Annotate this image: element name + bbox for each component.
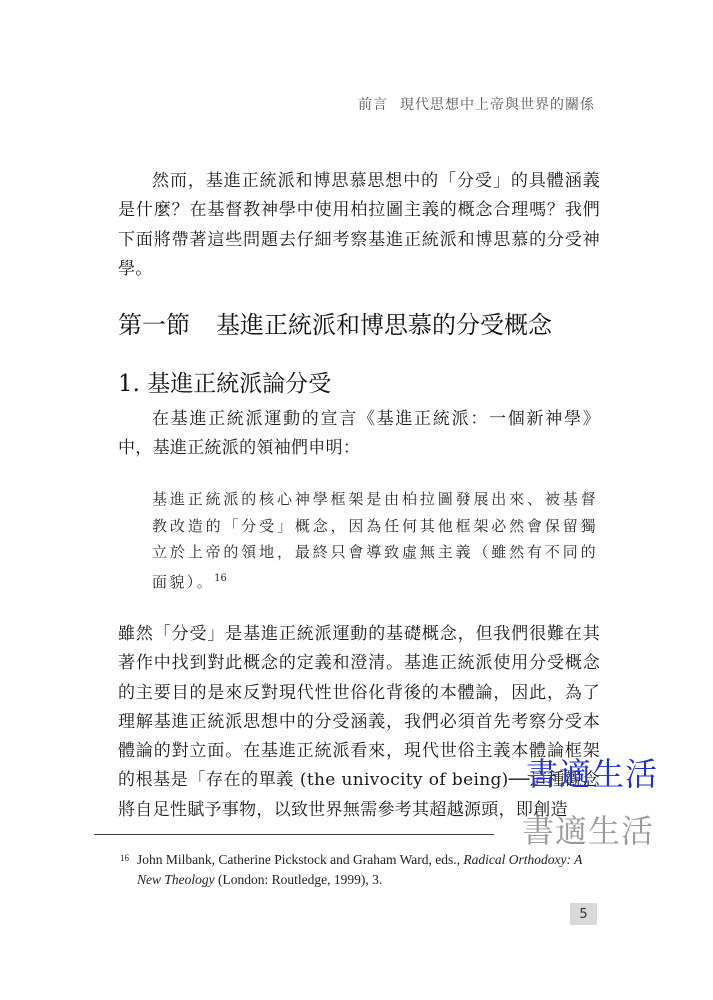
- footnote-divider: [94, 834, 494, 835]
- intro-paragraph: 然而，基進正統派和博思慕思想中的「分受」的具體涵義是什麼？在基督教神學中使用柏拉圖主義的概念合理嗎？我們下面將帶著這些問題去仔細考察基進正統派和博思慕的分受神學。: [118, 171, 600, 279]
- running-header: [358, 94, 595, 114]
- section-heading: [118, 305, 552, 340]
- header-chapter: 前言: [358, 97, 388, 113]
- footnote-number: 16: [120, 853, 129, 863]
- section-label: 第一節: [118, 311, 190, 339]
- header-title: 現代思想中上帝與世界的關係: [400, 97, 595, 113]
- footnote-book-title: Radical Orthodoxy: A New Theology: [137, 852, 583, 887]
- quote-text: 基進正統派的核心神學框架是由柏拉圖發展出來、被基督教改造的「分受」概念，因為任何其他框架必然會保留獨立於上帝的領地，最終只會導致虛無主義（雖然有不同的面貌）。: [152, 490, 598, 591]
- page-number: [570, 903, 597, 925]
- section-title: 基進正統派和博思慕的分受概念: [216, 311, 552, 339]
- footnote-publication: (London: Routledge, 1999), 3.: [214, 872, 383, 887]
- footnote-authors: John Milbank, Catherine Pickstock and Graham Ward, eds.,: [137, 852, 464, 867]
- footnote-reference[interactable]: 16: [214, 572, 227, 584]
- body-paragraph: 雖然「分受」是基進正統派運動的基礎概念，但我們很難在其著作中找到對此概念的定義和澄清。基進正統派使用分受概念的主要目的是來反對現代性世俗化背後的本體論，因此，為了理解基進正統派思想中的分受涵義，我們必須首先考察分受本體論的對立面。在基進正統派看來，現代世俗主義本體論框架的根基是「存在的單義 (the univocity of being)──這種觀念將自足性賦予事物，以致世界無需參考其超越源頭，即創造: [118, 624, 600, 820]
- block-quote: [152, 486, 598, 595]
- watermark-gray: 書適生活: [522, 812, 655, 850]
- page-number-text: 5: [579, 906, 588, 922]
- footnote: [120, 850, 598, 890]
- footnote-text: [120, 850, 598, 890]
- watermark-blue: 書適生活: [526, 755, 659, 793]
- lead-paragraph: 在基進正統派運動的宣言《基進正統派：一個新神學》中，基進正統派的領袖們申明：: [118, 409, 600, 459]
- subsection-heading: 1. 基進正統派論分受: [118, 371, 332, 397]
